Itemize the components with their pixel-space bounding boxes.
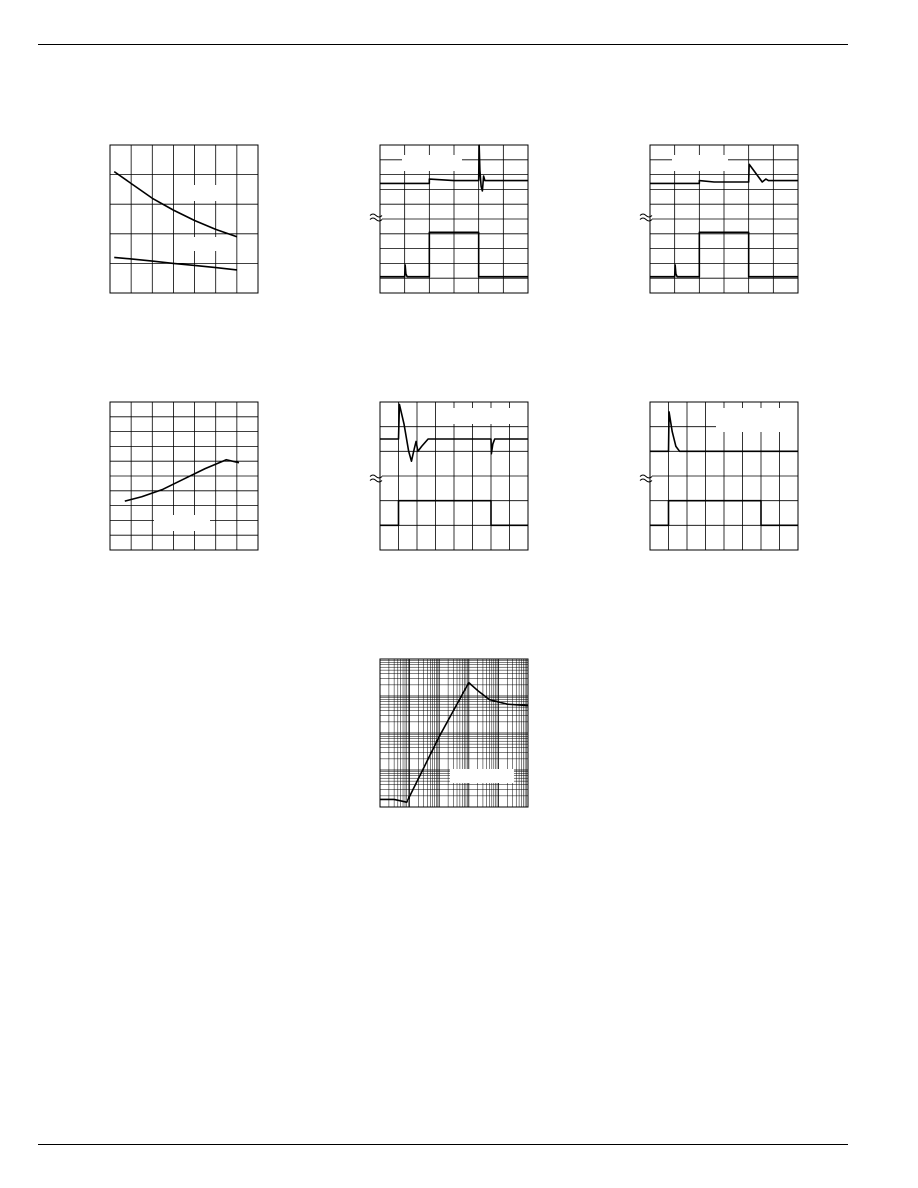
annotation-box (450, 769, 514, 783)
chart-2-plot (380, 145, 528, 293)
annotation-box (446, 408, 514, 424)
chart-6-plot (650, 402, 798, 550)
annotation-box (178, 185, 232, 201)
annotation-box (178, 237, 232, 251)
chart-4-plot (110, 402, 258, 550)
chart-4-series-1 (125, 460, 239, 501)
annotation-box (672, 155, 728, 171)
annotation-box (154, 515, 210, 531)
annotation-box (402, 155, 462, 171)
chart-1-plot (110, 145, 258, 293)
chart-1-grid (110, 145, 258, 293)
chart-panel-7 (380, 659, 528, 807)
chart-panel-6 (650, 402, 798, 550)
chart-7-plot (380, 659, 528, 807)
annotation-box (716, 408, 800, 432)
chart-panel-1 (110, 145, 258, 293)
chart-7-grid (380, 659, 528, 807)
chart-1-frame (110, 145, 258, 293)
footer-rule (38, 1144, 848, 1145)
chart-panel-3 (650, 145, 798, 293)
chart-5-grid (380, 402, 528, 550)
header-rule (38, 44, 848, 45)
chart-7-series-1 (380, 683, 528, 803)
chart-panel-4 (110, 402, 258, 550)
chart-panel-2 (380, 145, 528, 293)
chart-5-plot (380, 402, 528, 550)
chart-3-plot (650, 145, 798, 293)
chart-panel-5 (380, 402, 528, 550)
